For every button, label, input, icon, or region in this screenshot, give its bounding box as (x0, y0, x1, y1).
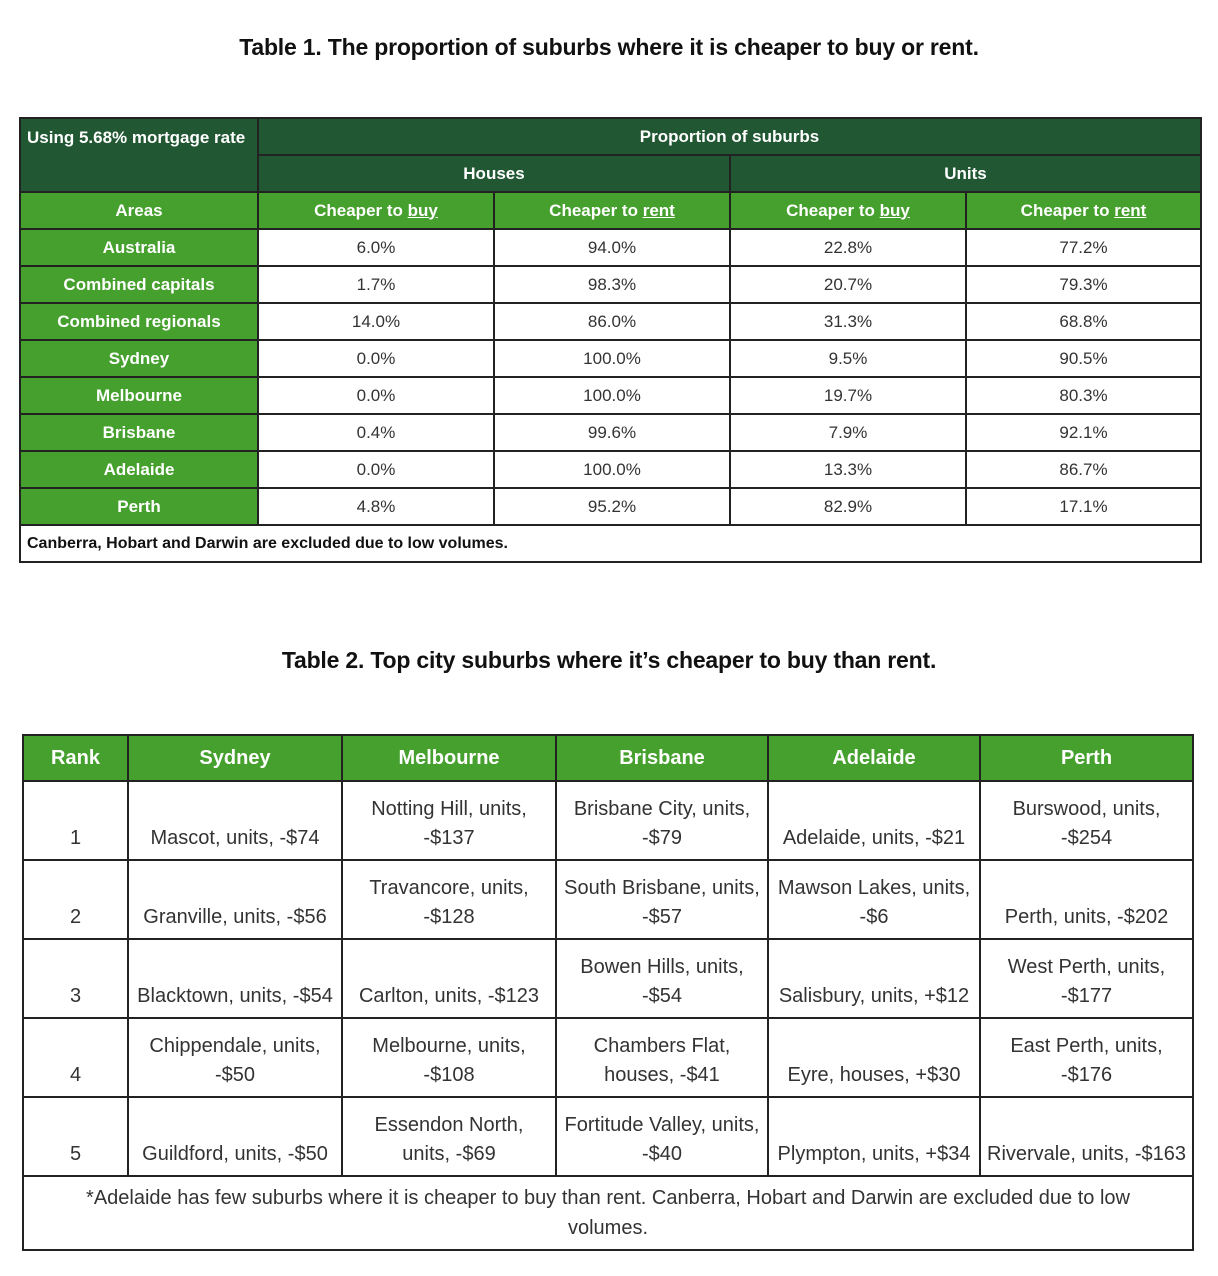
rank-cell: 1 (23, 781, 128, 860)
value-cell: 77.2% (966, 229, 1201, 266)
value-cell: 99.6% (494, 414, 730, 451)
proportion-table (19, 117, 1202, 563)
value-cell: 7.9% (730, 414, 966, 451)
suburb-cell: Essendon North, units, -$69 (342, 1097, 556, 1176)
houses-header: Houses (258, 155, 730, 192)
area-cell: Australia (20, 229, 258, 266)
table2-title: Table 2. Top city suburbs where it’s cheaper to buy than rent. (281, 647, 937, 673)
suburb-cell: South Brisbane, units, -$57 (556, 860, 768, 939)
value-cell: 0.0% (258, 340, 494, 377)
value-cell: 90.5% (966, 340, 1201, 377)
value-cell: 14.0% (258, 303, 494, 340)
value-cell: 100.0% (494, 451, 730, 488)
area-cell: Melbourne (20, 377, 258, 414)
value-cell: 19.7% (730, 377, 966, 414)
suburb-cell: Guildford, units, -$50 (128, 1097, 342, 1176)
value-cell: 6.0% (258, 229, 494, 266)
table-row (23, 781, 1193, 860)
brisbane-header: Brisbane (556, 735, 768, 781)
header-row (23, 735, 1193, 781)
suburb-cell: Plympton, units, +$34 (768, 1097, 980, 1176)
rank-cell: 3 (23, 939, 128, 1018)
table-row (20, 340, 1201, 377)
rank-header: Rank (23, 735, 128, 781)
table-row (20, 229, 1201, 266)
suburb-cell: Mascot, units, -$74 (128, 781, 342, 860)
value-cell: 79.3% (966, 266, 1201, 303)
melbourne-header: Melbourne (342, 735, 556, 781)
suburb-cell: Granville, units, -$56 (128, 860, 342, 939)
table-row (23, 1018, 1193, 1097)
value-cell: 1.7% (258, 266, 494, 303)
table2-footnote: *Adelaide has few suburbs where it is cheaper to buy than rent. Canberra, Hobart and Darwin are excluded due to low volumes. (23, 1176, 1193, 1250)
table-row (23, 860, 1193, 939)
value-cell: 31.3% (730, 303, 966, 340)
perth-header: Perth (980, 735, 1193, 781)
houses-rent-header: Cheaper to rent (494, 192, 730, 229)
suburb-cell: Mawson Lakes, units, -$6 (768, 860, 980, 939)
suburb-cell: Notting Hill, units, -$137 (342, 781, 556, 860)
suburb-cell: Chambers Flat, houses, -$41 (556, 1018, 768, 1097)
area-cell: Combined regionals (20, 303, 258, 340)
suburb-cell: Eyre, houses, +$30 (768, 1018, 980, 1097)
value-cell: 68.8% (966, 303, 1201, 340)
value-cell: 80.3% (966, 377, 1201, 414)
table-row (20, 303, 1201, 340)
table-row (20, 266, 1201, 303)
rank-cell: 2 (23, 860, 128, 939)
value-cell: 86.0% (494, 303, 730, 340)
suburb-cell: West Perth, units, -$177 (980, 939, 1193, 1018)
suburb-cell: Fortitude Valley, units, -$40 (556, 1097, 768, 1176)
houses-buy-header: Cheaper to buy (258, 192, 494, 229)
table-row (20, 377, 1201, 414)
table-row (20, 451, 1201, 488)
units-buy-header: Cheaper to buy (730, 192, 966, 229)
top-suburbs-table (22, 734, 1194, 1251)
suburb-cell: Bowen Hills, units, -$54 (556, 939, 768, 1018)
rank-cell: 5 (23, 1097, 128, 1176)
value-cell: 100.0% (494, 340, 730, 377)
value-cell: 17.1% (966, 488, 1201, 525)
value-cell: 94.0% (494, 229, 730, 266)
units-rent-header: Cheaper to rent (966, 192, 1201, 229)
suburb-cell: Rivervale, units, -$163 (980, 1097, 1193, 1176)
value-cell: 92.1% (966, 414, 1201, 451)
sydney-header: Sydney (128, 735, 342, 781)
rank-cell: 4 (23, 1018, 128, 1097)
suburb-cell: Chippendale, units, -$50 (128, 1018, 342, 1097)
area-cell: Brisbane (20, 414, 258, 451)
adelaide-header: Adelaide (768, 735, 980, 781)
units-header: Units (730, 155, 1201, 192)
table1-title: Table 1. The proportion of suburbs where it is cheaper to buy or rent. (239, 34, 979, 60)
area-cell: Combined capitals (20, 266, 258, 303)
suburb-cell: Adelaide, units, -$21 (768, 781, 980, 860)
value-cell: 13.3% (730, 451, 966, 488)
mortgage-rate-label: Using 5.68% mortgage rate (20, 118, 258, 192)
table-row (20, 414, 1201, 451)
suburb-cell: Blacktown, units, -$54 (128, 939, 342, 1018)
value-cell: 86.7% (966, 451, 1201, 488)
area-cell: Adelaide (20, 451, 258, 488)
suburb-cell: Carlton, units, -$123 (342, 939, 556, 1018)
table-row (23, 1097, 1193, 1176)
areas-header: Areas (20, 192, 258, 229)
value-cell: 20.7% (730, 266, 966, 303)
value-cell: 98.3% (494, 266, 730, 303)
table-row (23, 939, 1193, 1018)
value-cell: 4.8% (258, 488, 494, 525)
area-cell: Sydney (20, 340, 258, 377)
suburb-cell: Perth, units, -$202 (980, 860, 1193, 939)
value-cell: 0.4% (258, 414, 494, 451)
suburb-cell: Burswood, units, -$254 (980, 781, 1193, 860)
value-cell: 9.5% (730, 340, 966, 377)
suburb-cell: East Perth, units, -$176 (980, 1018, 1193, 1097)
table1-footnote: Canberra, Hobart and Darwin are excluded due to low volumes. (20, 525, 1201, 562)
value-cell: 0.0% (258, 377, 494, 414)
value-cell: 95.2% (494, 488, 730, 525)
suburb-cell: Brisbane City, units, -$79 (556, 781, 768, 860)
value-cell: 82.9% (730, 488, 966, 525)
value-cell: 0.0% (258, 451, 494, 488)
proportion-header: Proportion of suburbs (258, 118, 1201, 155)
suburb-cell: Salisbury, units, +$12 (768, 939, 980, 1018)
suburb-cell: Travancore, units, -$128 (342, 860, 556, 939)
value-cell: 22.8% (730, 229, 966, 266)
table-row (20, 488, 1201, 525)
area-cell: Perth (20, 488, 258, 525)
suburb-cell: Melbourne, units, -$108 (342, 1018, 556, 1097)
value-cell: 100.0% (494, 377, 730, 414)
